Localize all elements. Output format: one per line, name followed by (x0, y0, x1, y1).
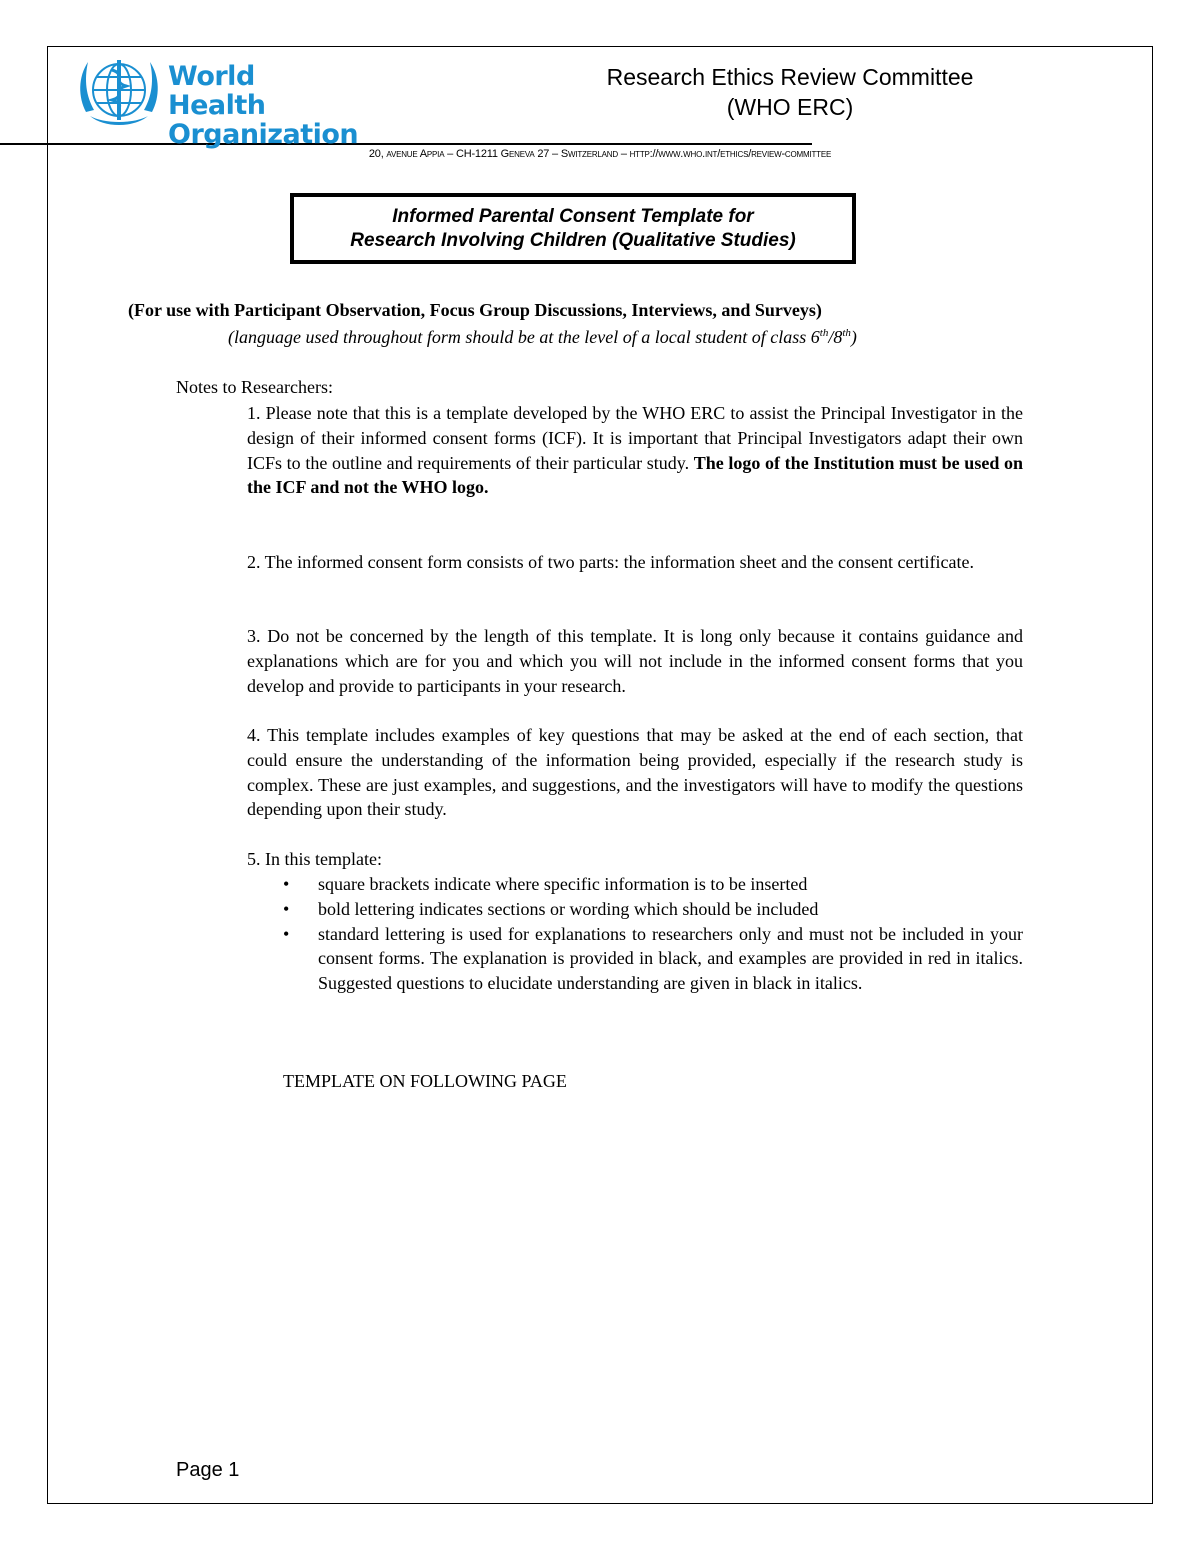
address-line: 20, avenue Appia – CH-1211 Geneva 27 – Switzerland – http://www.who.int/ethics/review-committee (368, 148, 832, 160)
title-line2: Research Involving Children (Qualitative Studies) (350, 230, 796, 251)
title-line1: Informed Parental Consent Template for (392, 206, 754, 227)
who-logo (76, 52, 359, 150)
note-4: 4. This template includes examples of key questions that may be asked at the end of each section, that could ensure the understanding of the information being provided, especially if the research study is complex. These are just examples, and suggestions, and the investigators will have to modify the questions depending upon their study. (247, 725, 1023, 820)
list-item-text: standard lettering is used for explanations to researchers only and must not be included in your consent forms. The explanation is provided in black, and examples are provided in red in italics. Suggested questions to elucidate understanding are given in black in italics. (318, 923, 1023, 994)
committee-line1: Research Ethics Review Committee (606, 64, 974, 90)
list-item (283, 872, 1023, 897)
list-item-text: square brackets indicate where specific information is to be inserted (318, 874, 808, 894)
bullet-icon: • (283, 898, 290, 919)
bullet-icon: • (283, 874, 290, 894)
org-name-line2: Organization (168, 119, 359, 150)
who-emblem-icon (76, 52, 162, 132)
org-name-line1: World Health (168, 61, 266, 121)
who-wordmark (168, 62, 358, 149)
list-item (283, 922, 1023, 996)
language-note (228, 327, 1028, 348)
usage-subtitle: (For use with Participant Observation, Focus Group Discussions, Interviews, and Surveys) (128, 300, 822, 320)
bullet-icon: • (283, 923, 290, 944)
list-item-text: bold lettering indicates sections or wording which should be included (318, 898, 819, 919)
committee-title (560, 62, 1020, 122)
document-title-box (290, 193, 856, 264)
header-rule (0, 143, 812, 145)
note-3: 3. Do not be concerned by the length of this template. It is long only because it contains guidance and explanations which are for you and which you will not include in the informed consent forms that you develop and provide to participants in your research. (247, 626, 1023, 696)
note-text: 1. Please note that this is a template developed by the WHO ERC to assist the Principal Investigator in the design of their informed consent forms (ICF). It is important that Principal Investigators adapt their own ICFs to the outline and requirements of their particular study. (247, 403, 1023, 473)
note-bold-text: The logo of the Institution must be used on the ICF and not the WHO logo. (247, 452, 1023, 498)
list-item (283, 897, 1023, 922)
language-note-text: /8 (828, 327, 843, 347)
superscript-th: th (819, 327, 829, 339)
superscript-th: th (842, 327, 851, 339)
note-5: 5. In this template: (247, 849, 382, 869)
following-page-note: TEMPLATE ON FOLLOWING PAGE (283, 1071, 567, 1091)
note-2: 2. The informed consent form consists of two parts: the information sheet and the consent certificate. (247, 552, 974, 572)
page-number: Page 1 (176, 1459, 240, 1481)
language-note-text: ) (850, 327, 857, 347)
language-note-text: (language used throughout form should be at the level of a local student of class 6 (228, 327, 820, 347)
notes-heading: Notes to Researchers: (176, 377, 333, 397)
note-1 (247, 401, 1023, 500)
template-conventions-list (283, 872, 1023, 996)
committee-line2: (WHO ERC) (726, 94, 854, 120)
